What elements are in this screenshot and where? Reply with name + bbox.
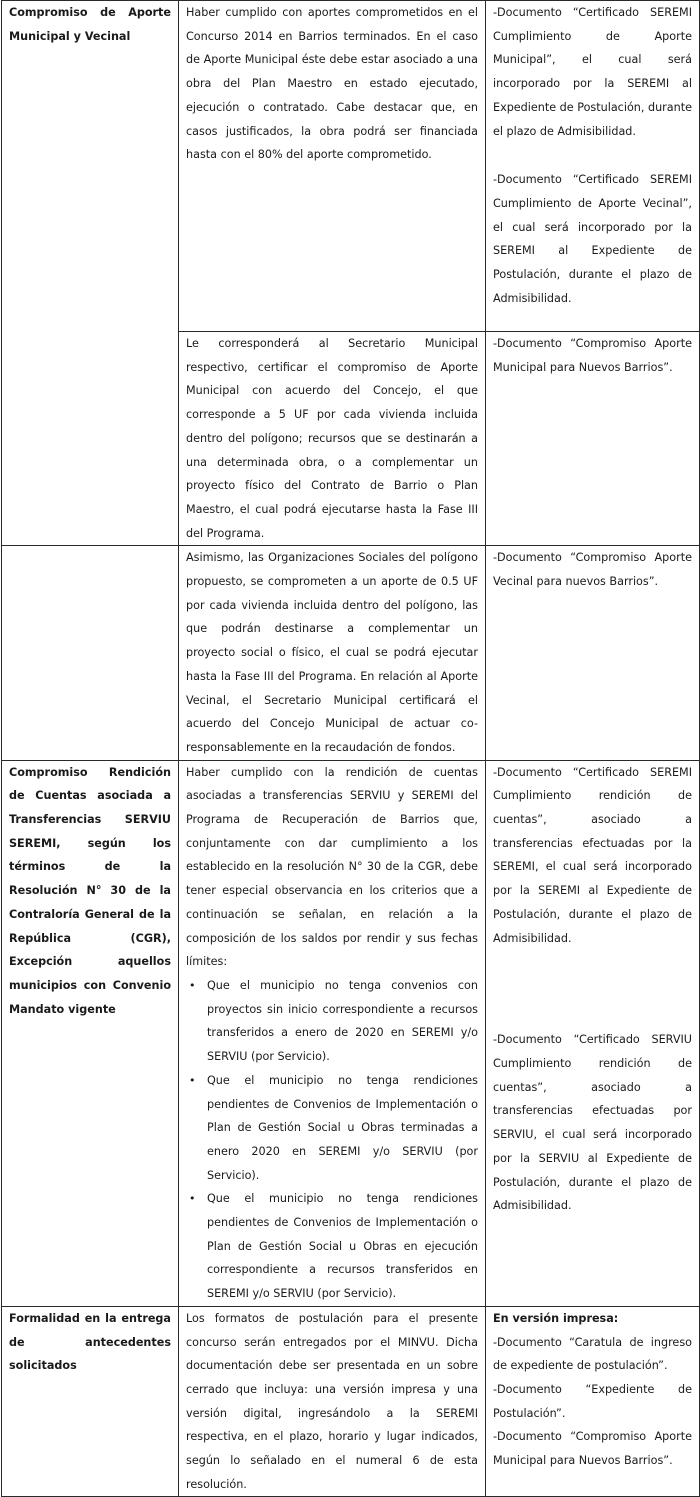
list-item-text: Que el municipio no tenga rendiciones pendientes de Convenios de Implementación o Plan de Gestión Social u Obras terminadas a enero 2020 en SEREMI y/o SERVIU (por Servicio). — [207, 1073, 478, 1182]
table-row — [2, 1, 700, 332]
list-item — [186, 1187, 478, 1306]
document-item: -Documento “Certificado SEREMI Cumplimiento rendición de cuentas”, asociado a transferencias efectuadas por la SEREMI, el cual será incorporado por la SEREMI al Expediente de Postulación, durante el plazo de Admisibilidad. — [493, 765, 692, 945]
bullet-icon: • — [189, 1073, 196, 1087]
bullet-icon: • — [189, 978, 196, 992]
table-row — [2, 546, 700, 760]
description-cell — [179, 760, 486, 1306]
list-item — [186, 974, 478, 1069]
criterion-cell — [2, 546, 179, 760]
document-item: -Documento “Certificado SEREMI Cumplimiento de Aporte Municipal”, el cual será incorporado por la SEREMI al Expediente de Postulación, durante el plazo de Admisibilidad. — [493, 6, 692, 138]
document-item: -Documento “Certificado SERVIU Cumplimiento rendición de cuentas”, asociado a transferencias efectuadas por SERVIU, el cual será incorporado por la SERVIU al Expediente de Postulación, durante el plazo de Admisibilidad. — [493, 1033, 692, 1213]
description-text: Le corresponderá al Secretario Municipal respectivo, certificar el compromiso de Aporte Municipal con acuerdo del Concejo, el que corresponde a 5 UF por cada vivienda incluida dentro del polígono; recursos que se destinarán a una determinada obra, o a complementar un proyecto físico del Contrato de Barrio o Plan Maestro, el cual podrá ejecutarse hasta la Fase III del Programa. — [186, 337, 478, 540]
documents-cell — [486, 1, 700, 332]
description-cell — [179, 332, 486, 546]
list-item-text: Que el municipio no tenga convenios con proyectos sin inicio correspondiente a recursos transferidos a enero de 2020 en SEREMI y/o SERVIU (por Servicio). — [207, 978, 478, 1064]
criteria-list — [186, 974, 478, 1306]
description-text: Asimismo, las Organizaciones Sociales del polígono propuesto, se comprometen a un aporte de 0.5 UF por cada vivienda incluida dentro del polígono, las que podrán destinarse a complementar un proyecto social o físico, el cual se podrá ejecutar hasta la Fase III del Programa. En relación al Aporte Vecinal, el Secretario Municipal certificará el acuerdo del Concejo Municipal de actuar co-responsablemente en la recaudación de fondos. — [186, 551, 478, 754]
documents-cell — [486, 760, 700, 1306]
description-text: Haber cumplido con aportes comprometidos en el Concurso 2014 en Barrios terminados. En el caso de Aporte Municipal éste debe estar asociado a una obra del Plan Maestro en estado ejecutado, ejecución o contratado. Cabe destacar que, en casos justificados, la obra podrá ser financiada hasta con el 80% del aporte comprometido. — [186, 6, 478, 162]
description-cell — [179, 546, 486, 760]
criterion-cell — [2, 1306, 179, 1497]
documents-cell — [486, 1306, 700, 1497]
documents-cell — [486, 546, 700, 760]
description-cell — [179, 1306, 486, 1497]
document-item: -Documento “Certificado SEREMI Cumplimiento de Aporte Vecinal”, el cual será incorporado por la SEREMI al Expediente de Postulación, durante el plazo de Admisibilidad. — [493, 173, 692, 305]
document-item: -Documento “Compromiso Aporte Municipal para Nuevos Barrios”. — [493, 1430, 692, 1468]
documents-cell — [486, 332, 700, 546]
bullet-icon: • — [189, 1192, 196, 1206]
list-item — [186, 1069, 478, 1188]
document-item: -Documento “Compromiso Aporte Vecinal para nuevos Barrios”. — [493, 551, 692, 589]
criterion-text: Formalidad en la entrega de antecedentes solicitados — [9, 1311, 171, 1373]
requirements-table — [1, 0, 700, 1497]
document-item: -Documento “Caratula de ingreso de expediente de postulación”. — [493, 1335, 692, 1373]
description-text: Los formatos de postulación para el presente concurso serán entregados por el MINVU. Dicha documentación debe ser presentada en un sobre cerrado que incluya: una versión impresa y una versión digital, ingresándolo a la SEREMI respectiva, en el plazo, horario y lugar indicados, según lo señalado en el numeral 6 de esta resolución. — [186, 1311, 478, 1491]
table-row — [2, 760, 700, 1306]
table-row — [2, 1306, 700, 1497]
description-cell — [179, 1, 486, 332]
criterion-cell — [2, 1, 179, 546]
description-text: Haber cumplido con la rendición de cuentas asociadas a transferencias SERVIU y SEREMI del Programa de Recuperación de Barrios que, conjuntamente con dar cumplimiento a los establecido en la resolución N° 30 de la CGR, debe tener especial observancia en los criterios que a continuación se señalan, en relación a la composición de los saldos por rendir y sus fechas límites: — [186, 765, 478, 969]
document-item: -Documento “Compromiso Aporte Municipal para Nuevos Barrios”. — [493, 337, 692, 374]
criterion-cell — [2, 760, 179, 1306]
document-item: -Documento “Expediente de Postulación”. — [493, 1382, 692, 1420]
criterion-text: Compromiso Rendición de Cuentas asociada a Transferencias SERVIU SEREMI, según los términos de la Resolución N° 30 de la Contraloría General de la República (CGR), Excepción aquellos municipios con Convenio Mandato vigente — [9, 765, 171, 1016]
criterion-text: Compromiso de Aporte Municipal y Vecinal — [9, 6, 171, 43]
list-item-text: Que el municipio no tenga rendiciones pendientes de Convenios de Implementación o Plan de Gestión Social u Obras en ejecución correspondiente a recursos transferidos en SEREMI y/o SERVIU (por Servicio). — [207, 1192, 478, 1301]
documents-heading: En versión impresa: — [493, 1311, 619, 1325]
